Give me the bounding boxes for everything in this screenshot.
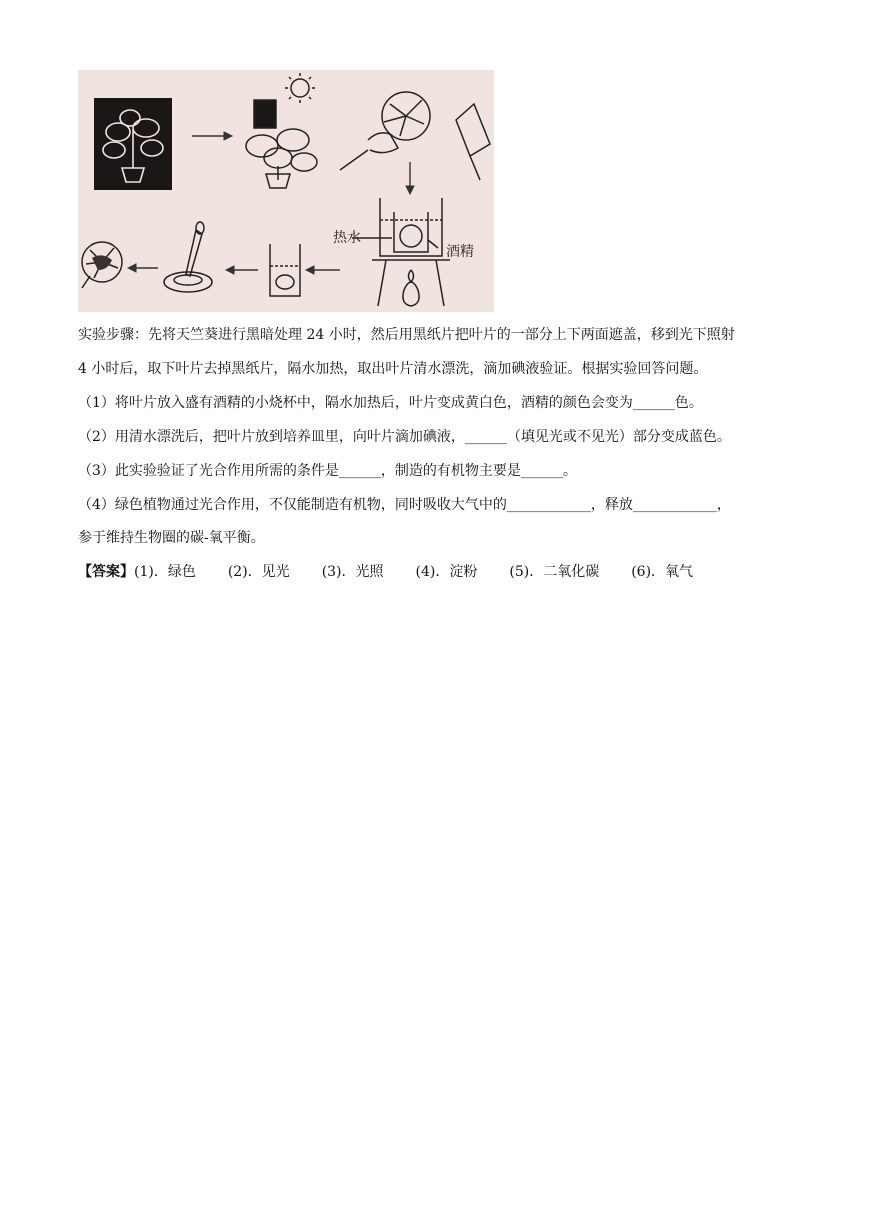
answer-item: (4)．淀粉: [415, 564, 478, 580]
label-hot-water: 热水: [333, 229, 361, 245]
answer-item: (6)．氧气: [631, 564, 694, 580]
experiment-steps-line-1: 实验步骤：先将天竺葵进行黑暗处理 24 小时，然后用黑纸片把叶片的一部分上下两面遮盖，移到光下照射: [78, 327, 735, 343]
experiment-steps-line-2: 4 小时后，取下叶片去掉黑纸片，隔水加热，取出叶片清水漂洗，滴加碘液验证。根据实验回答问题。: [78, 361, 708, 377]
question-2: （2）用清水漂洗后，把叶片放到培养皿里，向叶片滴加碘液，______（填见光或不见光）部分变成蓝色。: [78, 429, 731, 445]
label-alcohol: 酒精: [446, 243, 474, 259]
answer-item: (5)．二氧化碳: [509, 564, 600, 580]
answer-item: (1)．绿色: [134, 564, 196, 580]
answer-item: (3)．光照: [321, 564, 384, 580]
experiment-figure: [78, 70, 494, 312]
question-3: （3）此实验验证了光合作用所需的条件是______，制造的有机物主要是______。: [78, 463, 577, 479]
answer-item: (2)．见光: [227, 564, 290, 580]
question-1: （1）将叶片放入盛有酒精的小烧杯中，隔水加热后，叶片变成黄白色，酒精的颜色会变为______色。: [78, 395, 703, 411]
dark-box-plant-image: [94, 98, 172, 190]
question-4-line-1: （4）绿色植物通过光合作用，不仅能制造有机物，同时吸收大气中的____________，释放____________，: [78, 497, 731, 513]
answer-line: [78, 563, 693, 581]
answer-prefix: 【答案】: [78, 564, 134, 580]
question-4-line-2: 参于维持生物圈的碳-氧平衡。: [78, 530, 265, 546]
